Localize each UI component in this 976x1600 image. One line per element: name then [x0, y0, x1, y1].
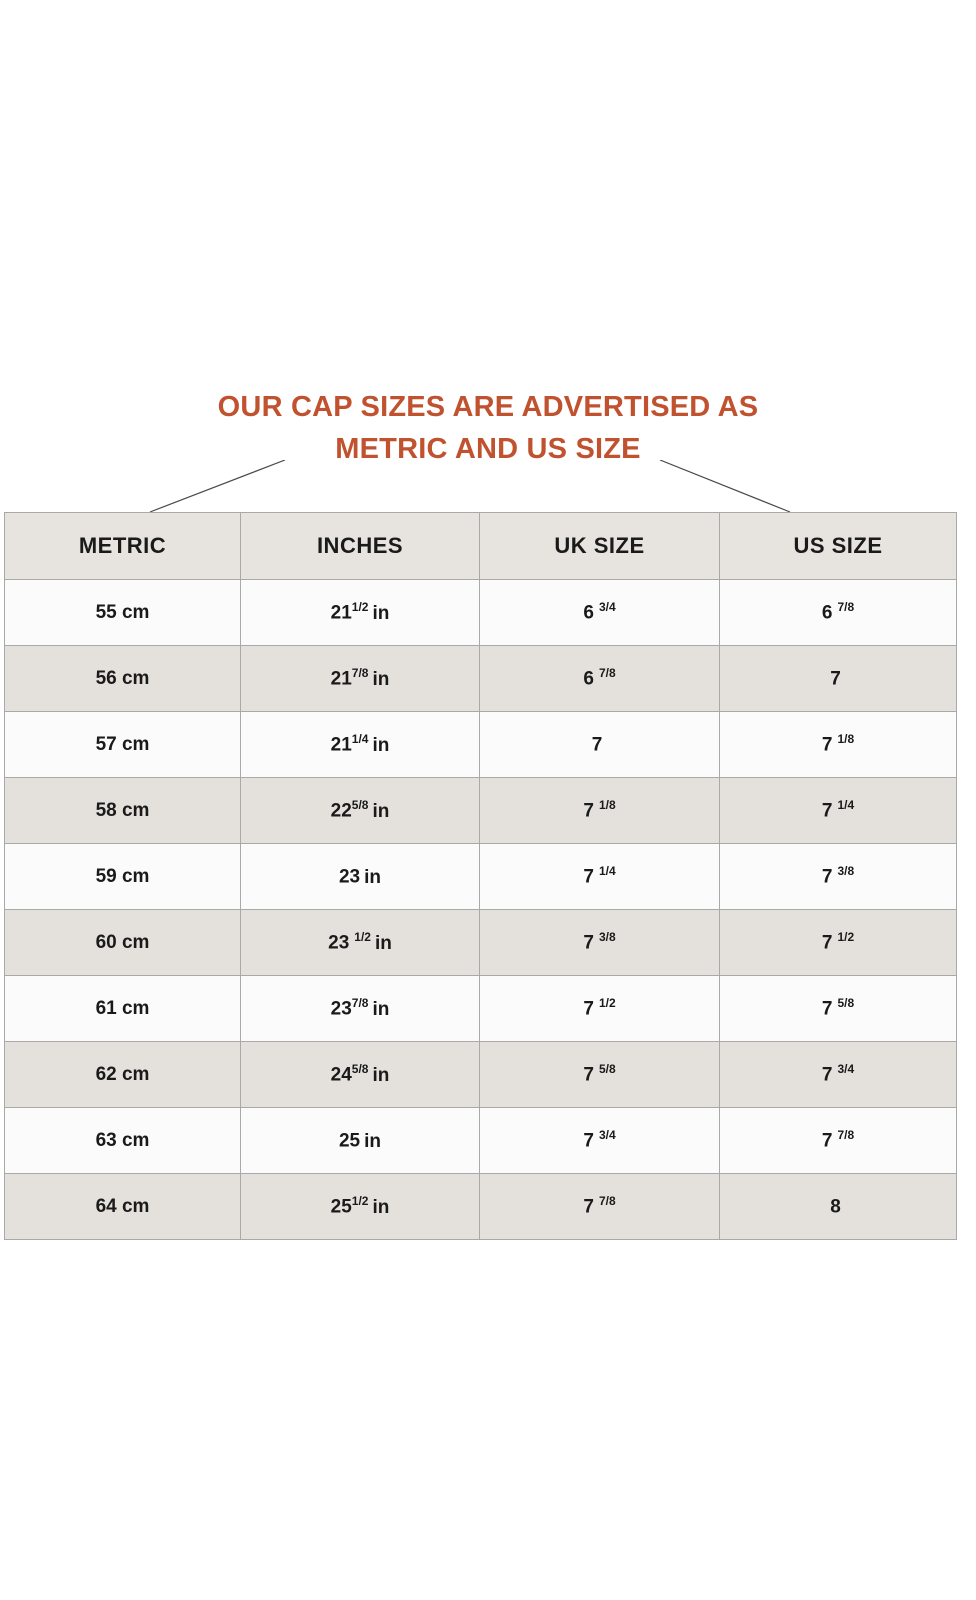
cell-uk-size: [480, 1042, 720, 1108]
us-fraction: 7/8: [837, 1128, 855, 1143]
cell-metric: 64 cm: [5, 1174, 241, 1240]
table-row: [5, 580, 957, 646]
cell-us-size: [720, 712, 957, 778]
uk-whole: 7: [583, 866, 594, 888]
cell-inches: [241, 976, 480, 1042]
inches-unit: in: [372, 668, 390, 690]
table-row: [5, 1174, 957, 1240]
column-header-uk-size: UK SIZE: [480, 513, 720, 580]
table-row: [5, 1042, 957, 1108]
cell-uk-size: [480, 844, 720, 910]
cell-us-size: [720, 1174, 957, 1240]
uk-fraction: 3/8: [598, 930, 616, 945]
us-fraction: 1/8: [837, 732, 855, 747]
uk-whole: 6: [583, 602, 594, 624]
uk-whole: 7: [583, 998, 594, 1020]
us-whole: 7: [821, 998, 833, 1020]
inches-fraction: 1/4: [351, 732, 369, 747]
cell-metric: 55 cm: [5, 580, 241, 646]
uk-whole: 7: [583, 1130, 594, 1152]
us-whole: 7: [821, 1064, 833, 1086]
inches-whole: 23: [330, 998, 352, 1020]
inches-whole: 23: [338, 866, 361, 888]
cell-uk-size: [480, 646, 720, 712]
cell-inches: [241, 1042, 480, 1108]
uk-fraction: 5/8: [598, 1062, 616, 1077]
page-title-line-2: METRIC AND US SIZE: [335, 433, 641, 465]
cell-inches: [241, 910, 480, 976]
inches-fraction: 1/2: [351, 600, 369, 615]
inches-unit: in: [372, 1064, 390, 1086]
inches-unit: in: [364, 866, 382, 888]
table-row: [5, 712, 957, 778]
uk-whole: 7: [583, 1064, 594, 1086]
cell-uk-size: [480, 712, 720, 778]
cell-us-size: [720, 1108, 957, 1174]
cell-metric: 63 cm: [5, 1108, 241, 1174]
uk-fraction: 1/2: [598, 996, 616, 1011]
us-fraction: 1/2: [837, 930, 855, 945]
cell-uk-size: [480, 1108, 720, 1174]
us-whole: 7: [821, 932, 833, 954]
cell-us-size: [720, 976, 957, 1042]
cell-us-size: [720, 844, 957, 910]
table-row: [5, 646, 957, 712]
inches-fraction: 7/8: [351, 996, 369, 1011]
inches-whole: 21: [330, 734, 352, 756]
table-row: [5, 910, 957, 976]
cell-metric: 61 cm: [5, 976, 241, 1042]
cell-metric: 59 cm: [5, 844, 241, 910]
inches-fraction: 5/8: [351, 1062, 369, 1077]
uk-fraction: 7/8: [598, 666, 616, 681]
us-whole: 7: [821, 734, 833, 756]
cell-us-size: [720, 580, 957, 646]
inches-whole: 21: [330, 668, 352, 690]
cell-inches: [241, 646, 480, 712]
us-fraction: 1/4: [837, 798, 855, 813]
cell-uk-size: [480, 1174, 720, 1240]
inches-fraction: 5/8: [351, 798, 369, 813]
inches-unit: in: [372, 602, 390, 624]
cell-inches: [241, 580, 480, 646]
inches-unit: in: [372, 734, 390, 756]
us-whole: 6: [821, 602, 833, 624]
cell-metric: 62 cm: [5, 1042, 241, 1108]
cell-uk-size: [480, 910, 720, 976]
cell-inches: [241, 844, 480, 910]
table-row: [5, 976, 957, 1042]
table-row: [5, 1108, 957, 1174]
table-header-row: [5, 513, 957, 580]
uk-fraction: 1/8: [598, 798, 616, 813]
uk-whole: 7: [591, 734, 603, 756]
column-header-us-size: US SIZE: [720, 513, 957, 580]
uk-whole: 6: [583, 668, 594, 690]
column-header-inches: INCHES: [241, 513, 480, 580]
size-table: [4, 512, 957, 1240]
uk-whole: 7: [583, 800, 594, 822]
cell-metric: 58 cm: [5, 778, 241, 844]
inches-unit: in: [372, 998, 390, 1020]
table-row: [5, 778, 957, 844]
page-title: [0, 386, 976, 470]
cell-uk-size: [480, 976, 720, 1042]
uk-whole: 7: [583, 932, 594, 954]
inches-unit: in: [374, 932, 392, 954]
inches-whole: 22: [330, 800, 352, 822]
us-whole: 7: [830, 668, 841, 690]
uk-fraction: 7/8: [598, 1194, 616, 1209]
uk-fraction: 3/4: [598, 600, 616, 615]
cell-metric: 57 cm: [5, 712, 241, 778]
inches-whole: 24: [330, 1064, 352, 1086]
cell-metric: 56 cm: [5, 646, 241, 712]
size-table-wrapper: [4, 512, 956, 1240]
us-whole: 7: [821, 1130, 833, 1152]
uk-whole: 7: [583, 1196, 594, 1218]
uk-fraction: 1/4: [598, 864, 616, 879]
us-whole: 8: [830, 1196, 841, 1218]
cell-inches: [241, 778, 480, 844]
cell-inches: [241, 1108, 480, 1174]
cell-inches: [241, 712, 480, 778]
cell-us-size: [720, 910, 957, 976]
table-row: [5, 844, 957, 910]
cell-us-size: [720, 646, 957, 712]
inches-whole: 23: [328, 932, 350, 954]
cell-us-size: [720, 778, 957, 844]
inches-fraction: 7/8: [351, 666, 369, 681]
us-whole: 7: [821, 800, 833, 822]
page-title-line-1: OUR CAP SIZES ARE ADVERTISED AS: [217, 391, 759, 423]
us-fraction: 3/4: [837, 1062, 855, 1077]
inches-fraction: 1/2: [351, 1194, 369, 1209]
uk-fraction: 3/4: [598, 1128, 616, 1143]
us-whole: 7: [821, 866, 833, 888]
us-fraction: 7/8: [837, 600, 855, 615]
inches-whole: 25: [338, 1130, 361, 1152]
inches-whole: 25: [330, 1196, 352, 1218]
cell-uk-size: [480, 778, 720, 844]
cell-inches: [241, 1174, 480, 1240]
inches-unit: in: [372, 800, 390, 822]
us-fraction: 5/8: [837, 996, 855, 1011]
inches-unit: in: [372, 1196, 390, 1218]
cell-us-size: [720, 1042, 957, 1108]
column-header-metric: METRIC: [5, 513, 241, 580]
inches-unit: in: [364, 1130, 382, 1152]
inches-whole: 21: [330, 602, 352, 624]
us-fraction: 3/8: [837, 864, 855, 879]
inches-fraction: 1/2: [354, 930, 371, 945]
cell-uk-size: [480, 580, 720, 646]
cell-metric: 60 cm: [5, 910, 241, 976]
